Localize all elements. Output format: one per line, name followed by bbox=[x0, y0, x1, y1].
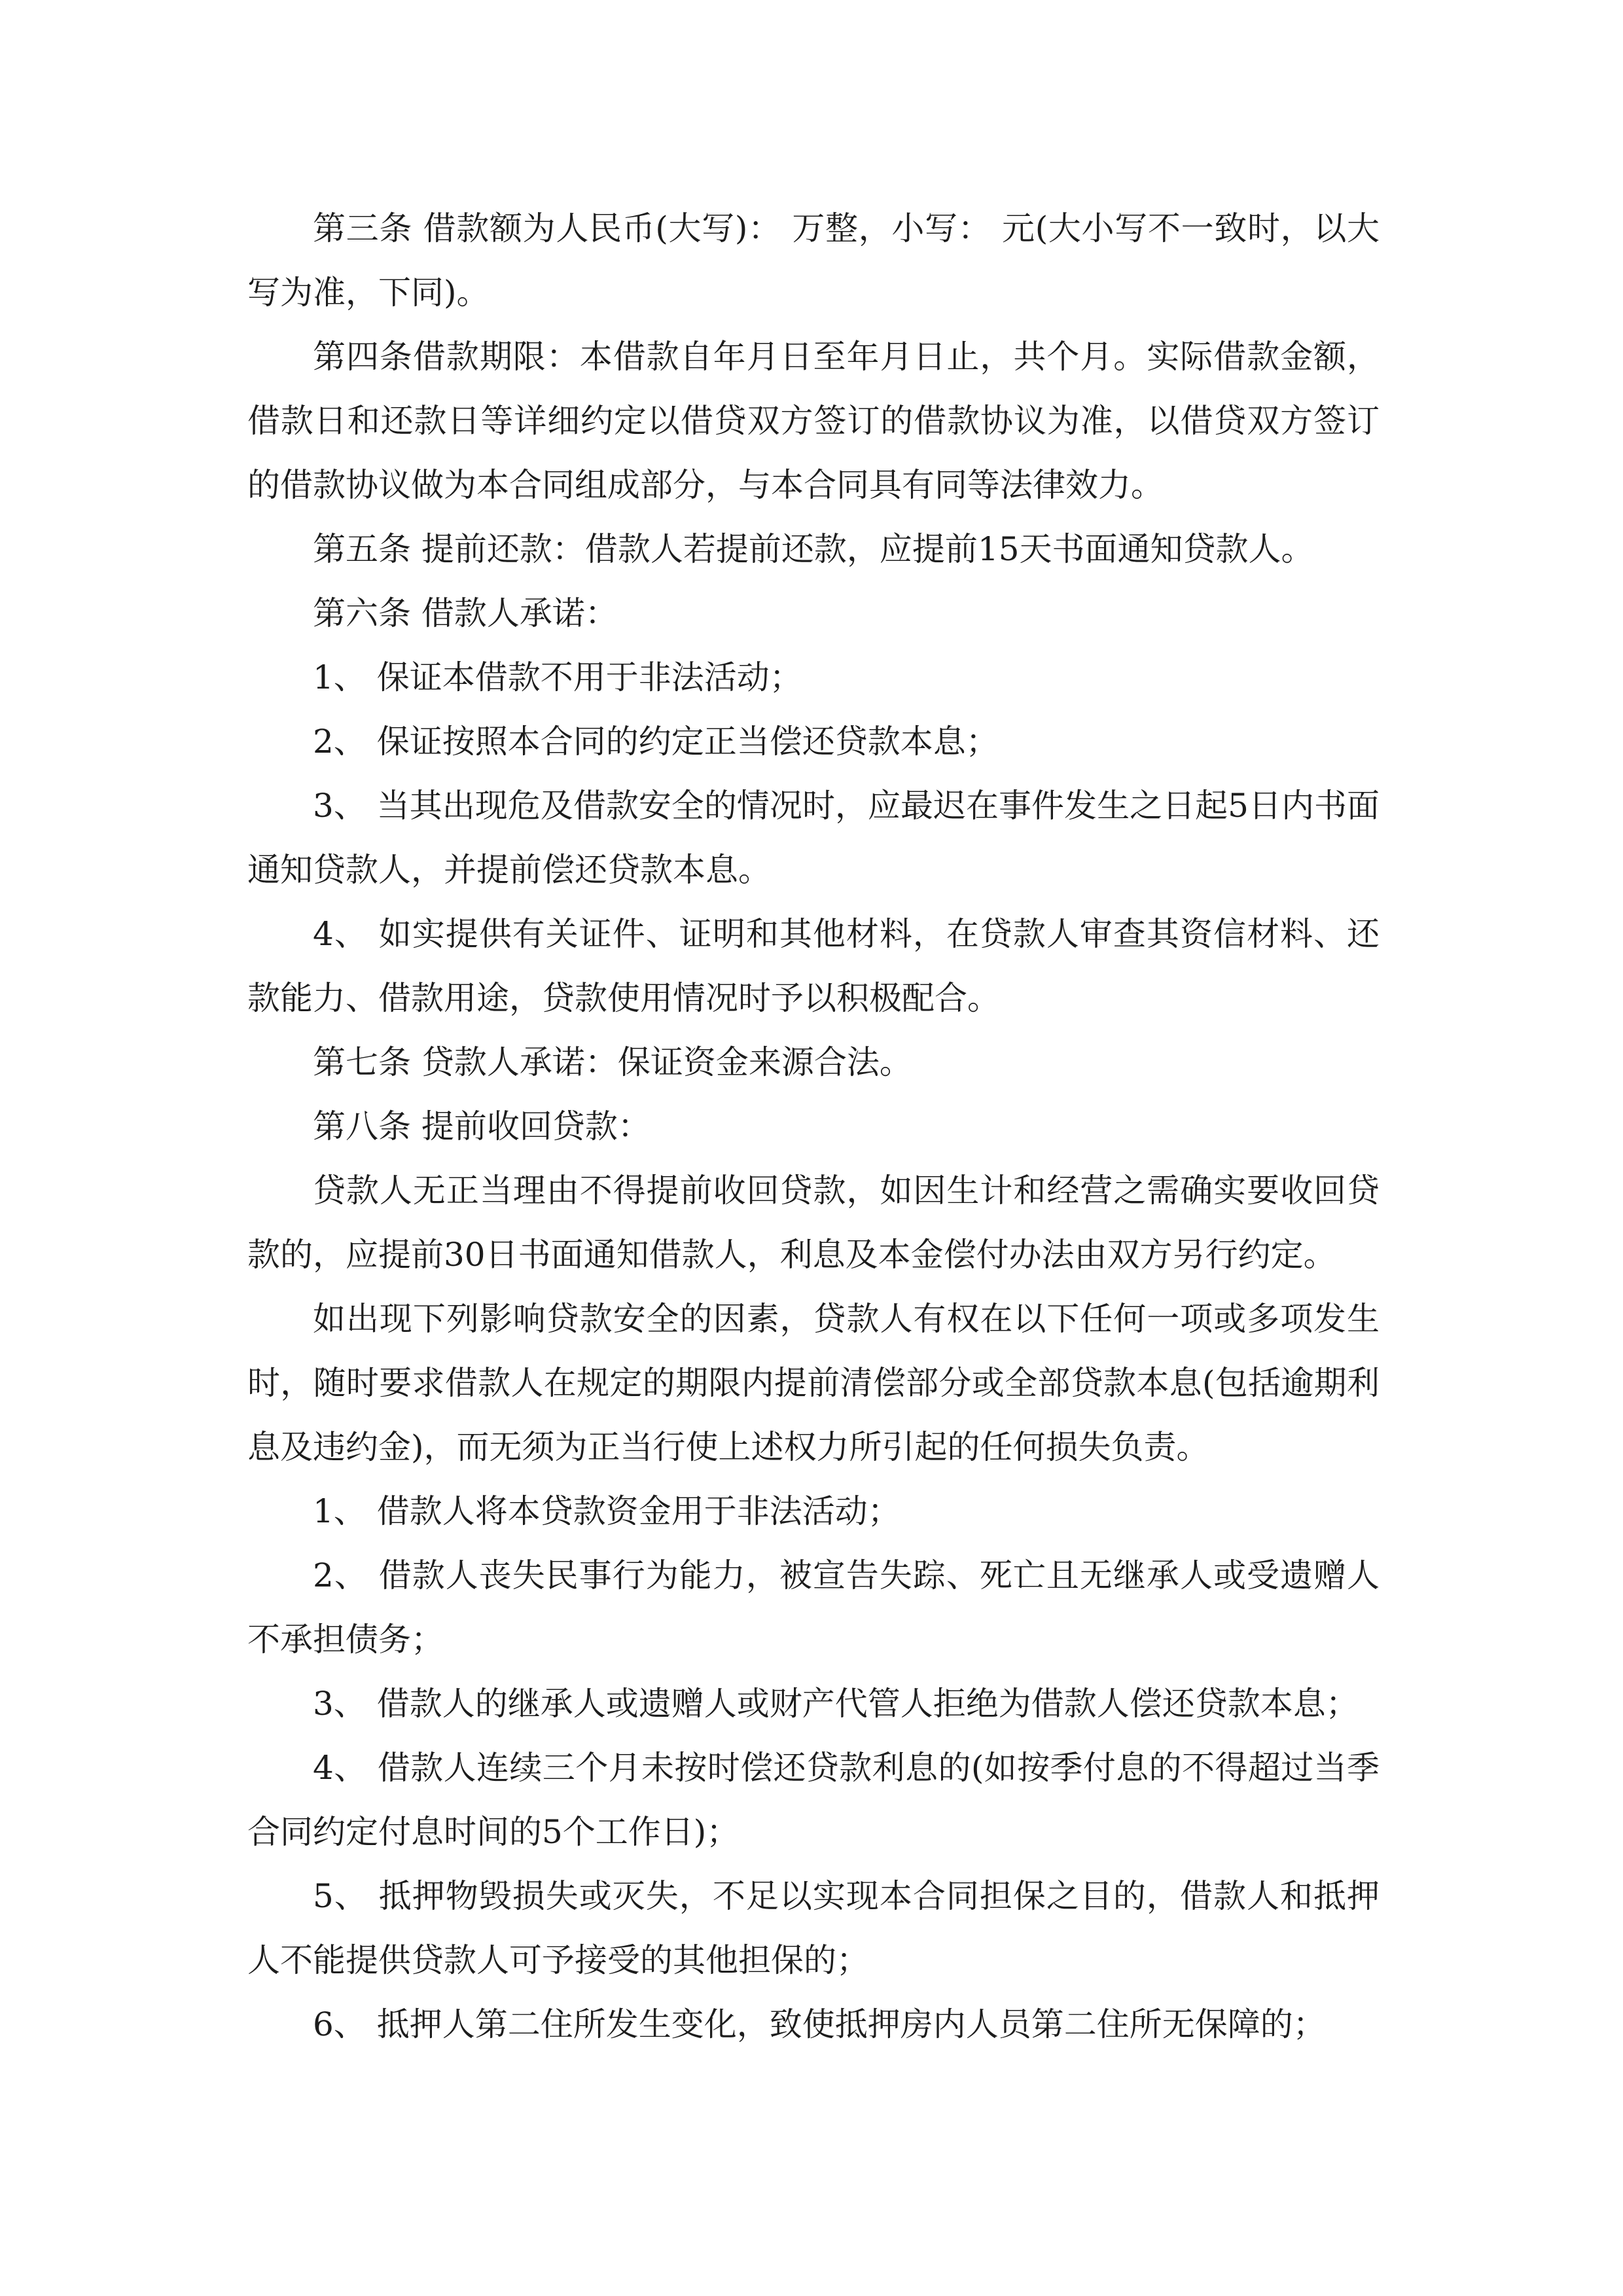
clause-8-paragraph-1: 贷款人无正当理由不得提前收回贷款，如因生计和经营之需确实要收回贷款的，应提前30日书面通知借款人，利息及本金偿付办法由双方另行约定。 bbox=[247, 1172, 1380, 1274]
clause-6-item-4: 4、 如实提供有关证件、证明和其他材料，在贷款人审查其资信材料、还款能力、借款用途，贷款使用情况时予以积极配合。 bbox=[247, 915, 1380, 1017]
clause-8-paragraph-2: 如出现下列影响贷款安全的因素，贷款人有权在以下任何一项或多项发生时，随时要求借款人在规定的期限内提前清偿部分或全部贷款本息(包括逾期利息及违约金)，而无须为正当行使上述权力所引起的任何损失负责。 bbox=[247, 1300, 1380, 1466]
clause-8-heading: 第八条 提前收回贷款： bbox=[313, 1107, 651, 1145]
clause-8-item-2: 2、 借款人丧失民事行为能力，被宣告失踪、死亡且无继承人或受遗赠人不承担债务； bbox=[247, 1556, 1380, 1659]
clause-8-item-4: 4、 借款人连续三个月未按时偿还贷款利息的(如按季付息的不得超过当季合同约定付息时间的5个工作日)； bbox=[247, 1749, 1380, 1851]
clause-6-item-2: 2、 保证按照本合同的约定正当偿还贷款本息； bbox=[313, 723, 999, 761]
clause-5-early-repayment: 第五条 提前还款：借款人若提前还款，应提前15天书面通知贷款人。 bbox=[313, 530, 1314, 568]
contract-body bbox=[247, 196, 1380, 2056]
clause-6-item-1: 1、 保证本借款不用于非法活动； bbox=[313, 658, 802, 696]
clause-6-item-3: 3、 当其出现危及借款安全的情况时，应最迟在事件发生之日起5日内书面通知贷款人，并提前偿还贷款本息。 bbox=[247, 787, 1380, 889]
clause-4-loan-term: 第四条借款期限：本借款自年月日至年月日止，共个月。实际借款金额，借款日和还款日等详细约定以借贷双方签订的借款协议为准，以借贷双方签订的借款协议做为本合同组成部分，与本合同具有同等法律效力。 bbox=[247, 338, 1380, 504]
clause-6-heading: 第六条 借款人承诺： bbox=[313, 594, 618, 632]
clause-7-lender-commitment: 第七条 贷款人承诺：保证资金来源合法。 bbox=[313, 1043, 912, 1081]
clause-3-loan-amount: 第三条 借款额为人民币(大写)： 万整，小写： 元(大小写不一致时，以大写为准，下同)。 bbox=[247, 209, 1380, 312]
clause-8-item-5: 5、 抵押物毁损失或灭失，不足以实现本合同担保之目的，借款人和抵押人不能提供贷款人可予接受的其他担保的； bbox=[247, 1877, 1380, 1979]
clause-8-item-1: 1、 借款人将本贷款资金用于非法活动； bbox=[313, 1492, 901, 1530]
clause-8-item-3: 3、 借款人的继承人或遗赠人或财产代管人拒绝为借款人偿还贷款本息； bbox=[313, 1685, 1359, 1723]
clause-8-item-6: 6、 抵押人第二住所发生变化，致使抵押房内人员第二住所无保障的； bbox=[313, 2005, 1326, 2043]
